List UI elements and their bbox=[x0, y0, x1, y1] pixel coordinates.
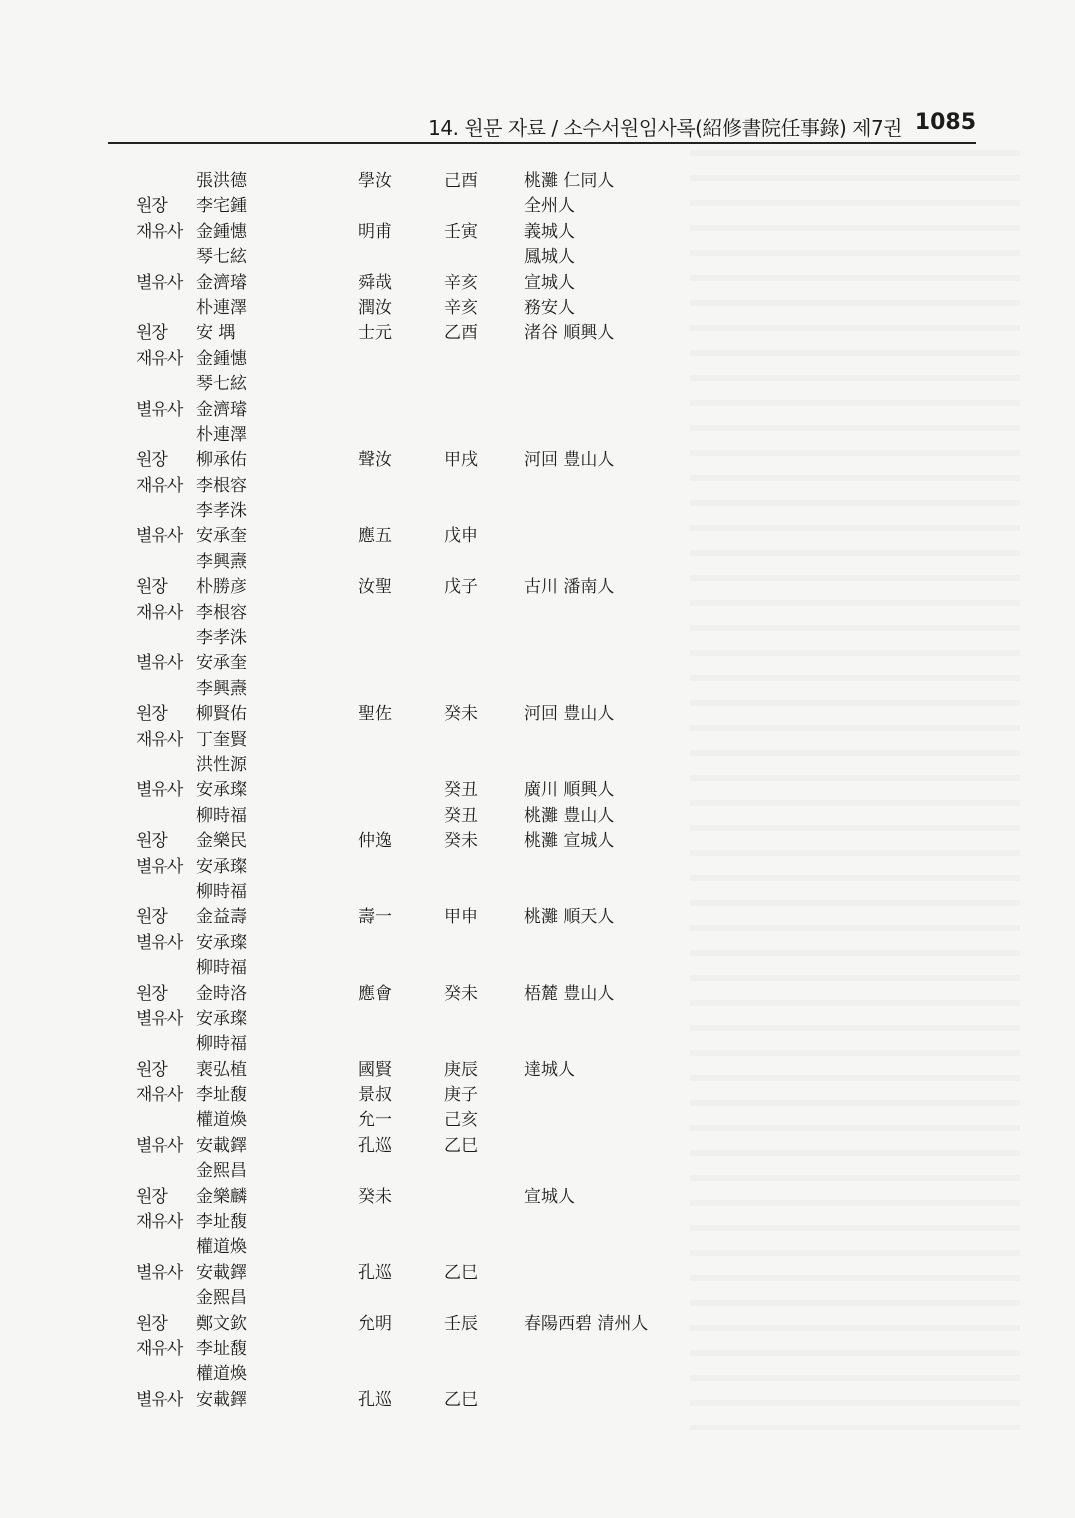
origin-clan: 鳳城人 bbox=[524, 247, 575, 268]
record-row bbox=[0, 1055, 1075, 1080]
record-row bbox=[0, 344, 1075, 369]
origin-clan: 宣城人 bbox=[524, 272, 575, 293]
person-name: 李根容 bbox=[196, 602, 247, 623]
birth-year: 己酉 bbox=[444, 171, 478, 191]
courtesy-name: 孔巡 bbox=[358, 1262, 392, 1283]
record-row bbox=[0, 979, 1075, 1004]
record-row bbox=[0, 725, 1075, 750]
person-name: 李根容 bbox=[196, 475, 247, 496]
role-label: 재유사 bbox=[136, 1212, 183, 1233]
role-label: 원장 bbox=[136, 1186, 167, 1207]
role-label: 별유사 bbox=[136, 272, 183, 293]
record-row bbox=[0, 902, 1075, 927]
running-title: 14. 원문 자료 / 소수서원임사록(紹修書院任事錄) 제7권 bbox=[428, 116, 902, 140]
role-label: 별유사 bbox=[136, 856, 183, 877]
person-name: 柳時福 bbox=[196, 805, 247, 826]
birth-year: 甲申 bbox=[444, 907, 478, 928]
person-name: 朴勝彦 bbox=[196, 577, 247, 598]
record-row bbox=[0, 268, 1075, 293]
record-row bbox=[0, 775, 1075, 800]
courtesy-name: 癸未 bbox=[358, 1186, 392, 1207]
role-label: 재유사 bbox=[136, 221, 183, 242]
person-name: 柳時福 bbox=[196, 1034, 247, 1055]
record-row bbox=[0, 572, 1075, 597]
person-name: 安承璨 bbox=[196, 780, 247, 801]
birth-year: 戊申 bbox=[444, 526, 478, 547]
birth-year: 壬辰 bbox=[444, 1313, 478, 1334]
record-row bbox=[0, 699, 1075, 724]
person-name: 李興燾 bbox=[196, 551, 247, 572]
person-name: 金益壽 bbox=[196, 907, 247, 928]
record-row bbox=[0, 191, 1075, 216]
courtesy-name: 應五 bbox=[358, 526, 392, 547]
page-number: 1085 bbox=[914, 110, 976, 135]
record-row bbox=[0, 1385, 1075, 1410]
person-name: 安 堣 bbox=[196, 323, 236, 344]
record-row bbox=[0, 1309, 1075, 1334]
person-name: 裵弘植 bbox=[196, 1059, 247, 1080]
person-name: 柳承佑 bbox=[196, 450, 247, 471]
person-name: 安承璨 bbox=[196, 856, 247, 877]
origin-clan: 桃灘 順天人 bbox=[524, 907, 615, 928]
role-label: 원장 bbox=[136, 1313, 167, 1334]
record-row bbox=[0, 623, 1075, 648]
courtesy-name: 仲逸 bbox=[358, 831, 392, 852]
record-row bbox=[0, 877, 1075, 902]
origin-clan: 宣城人 bbox=[524, 1186, 575, 1207]
page-header bbox=[108, 102, 976, 144]
birth-year: 壬寅 bbox=[444, 221, 478, 242]
birth-year: 癸丑 bbox=[444, 780, 478, 801]
courtesy-name: 潤汝 bbox=[358, 297, 392, 318]
origin-clan: 古川 潘南人 bbox=[524, 577, 615, 598]
record-row bbox=[0, 1283, 1075, 1308]
role-label: 재유사 bbox=[136, 729, 183, 750]
courtesy-name: 士元 bbox=[358, 323, 392, 344]
birth-year: 庚辰 bbox=[444, 1059, 478, 1080]
person-name: 李址馥 bbox=[196, 1085, 247, 1106]
role-label: 재유사 bbox=[136, 602, 183, 623]
record-row bbox=[0, 471, 1075, 496]
courtesy-name: 國賢 bbox=[358, 1059, 392, 1080]
person-name: 金熙昌 bbox=[196, 1161, 247, 1182]
origin-clan: 桃灘 豊山人 bbox=[524, 805, 615, 826]
record-row bbox=[0, 420, 1075, 445]
role-label: 별유사 bbox=[136, 653, 183, 674]
role-label: 원장 bbox=[136, 704, 167, 725]
courtesy-name: 允一 bbox=[358, 1110, 392, 1131]
birth-year: 戊子 bbox=[444, 577, 478, 598]
role-label: 재유사 bbox=[136, 348, 183, 369]
role-label: 재유사 bbox=[136, 1085, 183, 1106]
person-name: 李興燾 bbox=[196, 678, 247, 699]
birth-year: 癸丑 bbox=[444, 805, 478, 826]
courtesy-name: 汝聖 bbox=[358, 577, 392, 598]
person-name: 李址馥 bbox=[196, 1338, 247, 1359]
birth-year: 乙巳 bbox=[444, 1135, 478, 1156]
role-label: 별유사 bbox=[136, 932, 183, 953]
person-name: 安載鐸 bbox=[196, 1389, 247, 1410]
person-name: 李址馥 bbox=[196, 1212, 247, 1233]
origin-clan: 廣川 順興人 bbox=[524, 780, 615, 801]
role-label: 별유사 bbox=[136, 1389, 183, 1410]
record-row bbox=[0, 953, 1075, 978]
person-name: 李孝洙 bbox=[196, 501, 247, 522]
origin-clan: 河回 豊山人 bbox=[524, 450, 615, 471]
person-name: 琴七絃 bbox=[196, 247, 247, 268]
birth-year: 甲戌 bbox=[444, 450, 478, 471]
record-row bbox=[0, 445, 1075, 470]
person-name: 琴七絃 bbox=[196, 374, 247, 395]
role-label: 재유사 bbox=[136, 1338, 183, 1359]
origin-clan: 梧麓 豊山人 bbox=[524, 983, 615, 1004]
person-name: 鄭文欽 bbox=[196, 1313, 247, 1334]
record-row bbox=[0, 1004, 1075, 1029]
record-row bbox=[0, 928, 1075, 953]
record-row bbox=[0, 750, 1075, 775]
record-row bbox=[0, 801, 1075, 826]
person-name: 張洪德 bbox=[196, 171, 247, 191]
role-label: 별유사 bbox=[136, 526, 183, 547]
person-name: 安承奎 bbox=[196, 526, 247, 547]
record-row bbox=[0, 826, 1075, 851]
person-name: 朴連澤 bbox=[196, 424, 247, 445]
origin-clan: 河回 豊山人 bbox=[524, 704, 615, 725]
birth-year: 癸未 bbox=[444, 983, 478, 1004]
role-label: 별유사 bbox=[136, 1262, 183, 1283]
courtesy-name: 允明 bbox=[358, 1313, 392, 1334]
person-name: 安承奎 bbox=[196, 653, 247, 674]
person-name: 李宅鍾 bbox=[196, 196, 247, 217]
record-row bbox=[0, 242, 1075, 267]
courtesy-name: 孔巡 bbox=[358, 1135, 392, 1156]
role-label: 별유사 bbox=[136, 1135, 183, 1156]
record-row bbox=[0, 395, 1075, 420]
record-row bbox=[0, 1359, 1075, 1384]
record-row bbox=[0, 547, 1075, 572]
person-name: 權道煥 bbox=[196, 1110, 247, 1131]
person-name: 柳時福 bbox=[196, 881, 247, 902]
courtesy-name: 聲汝 bbox=[358, 450, 392, 471]
record-row bbox=[0, 1182, 1075, 1207]
record-row bbox=[0, 648, 1075, 673]
record-row bbox=[0, 1258, 1075, 1283]
person-name: 金時洛 bbox=[196, 983, 247, 1004]
record-row bbox=[0, 852, 1075, 877]
record-row bbox=[0, 369, 1075, 394]
person-name: 安載鐸 bbox=[196, 1135, 247, 1156]
person-name: 柳時福 bbox=[196, 958, 247, 979]
courtesy-name: 孔巡 bbox=[358, 1389, 392, 1410]
person-name: 安承璨 bbox=[196, 932, 247, 953]
origin-clan: 桃灘 仁同人 bbox=[524, 171, 615, 191]
origin-clan: 義城人 bbox=[524, 221, 575, 242]
role-label: 별유사 bbox=[136, 399, 183, 420]
record-row bbox=[0, 1105, 1075, 1130]
birth-year: 辛亥 bbox=[444, 297, 478, 318]
person-name: 金熙昌 bbox=[196, 1288, 247, 1309]
birth-year: 癸未 bbox=[444, 831, 478, 852]
role-label: 원장 bbox=[136, 450, 167, 471]
birth-year: 癸未 bbox=[444, 704, 478, 725]
origin-clan: 務安人 bbox=[524, 297, 575, 318]
person-name: 安載鐸 bbox=[196, 1262, 247, 1283]
origin-clan: 春陽西碧 清州人 bbox=[524, 1313, 649, 1334]
role-label: 원장 bbox=[136, 577, 167, 598]
record-row bbox=[0, 1334, 1075, 1359]
birth-year: 乙巳 bbox=[444, 1389, 478, 1410]
birth-year: 庚子 bbox=[444, 1085, 478, 1106]
record-row bbox=[0, 521, 1075, 546]
courtesy-name: 學汝 bbox=[358, 171, 392, 191]
person-name: 洪性源 bbox=[196, 754, 247, 775]
record-row bbox=[0, 674, 1075, 699]
person-name: 安承璨 bbox=[196, 1008, 247, 1029]
person-name: 金樂民 bbox=[196, 831, 247, 852]
role-label: 원장 bbox=[136, 831, 167, 852]
record-row bbox=[0, 166, 1075, 191]
birth-year: 辛亥 bbox=[444, 272, 478, 293]
role-label: 별유사 bbox=[136, 780, 183, 801]
record-row bbox=[0, 1131, 1075, 1156]
record-row bbox=[0, 1080, 1075, 1105]
record-row bbox=[0, 217, 1075, 242]
role-label: 원장 bbox=[136, 907, 167, 928]
origin-clan: 渚谷 順興人 bbox=[524, 323, 615, 344]
role-label: 재유사 bbox=[136, 475, 183, 496]
record-row bbox=[0, 496, 1075, 521]
person-name: 金鍾憓 bbox=[196, 221, 247, 242]
courtesy-name: 景叔 bbox=[358, 1085, 392, 1106]
record-row bbox=[0, 1029, 1075, 1054]
courtesy-name: 壽一 bbox=[358, 907, 392, 928]
record-list bbox=[0, 166, 1075, 1410]
courtesy-name: 明甫 bbox=[358, 221, 392, 242]
record-row bbox=[0, 1207, 1075, 1232]
person-name: 朴連澤 bbox=[196, 297, 247, 318]
role-label: 원장 bbox=[136, 323, 167, 344]
person-name: 柳賢佑 bbox=[196, 704, 247, 725]
record-row bbox=[0, 1232, 1075, 1257]
role-label: 원장 bbox=[136, 983, 167, 1004]
role-label: 원장 bbox=[136, 196, 167, 217]
person-name: 金樂麟 bbox=[196, 1186, 247, 1207]
person-name: 金濟璿 bbox=[196, 272, 247, 293]
origin-clan: 全州人 bbox=[524, 196, 575, 217]
person-name: 金濟璿 bbox=[196, 399, 247, 420]
record-row bbox=[0, 318, 1075, 343]
birth-year: 乙巳 bbox=[444, 1262, 478, 1283]
birth-year: 乙酉 bbox=[444, 323, 478, 344]
person-name: 權道煥 bbox=[196, 1364, 247, 1385]
person-name: 權道煥 bbox=[196, 1237, 247, 1258]
origin-clan: 達城人 bbox=[524, 1059, 575, 1080]
person-name: 李孝洙 bbox=[196, 628, 247, 649]
record-row bbox=[0, 1156, 1075, 1181]
courtesy-name: 應會 bbox=[358, 983, 392, 1004]
courtesy-name: 舜哉 bbox=[358, 272, 392, 293]
origin-clan: 桃灘 宣城人 bbox=[524, 831, 615, 852]
record-row bbox=[0, 293, 1075, 318]
record-row bbox=[0, 598, 1075, 623]
courtesy-name: 聖佐 bbox=[358, 704, 392, 725]
role-label: 별유사 bbox=[136, 1008, 183, 1029]
role-label: 원장 bbox=[136, 1059, 167, 1080]
person-name: 丁奎賢 bbox=[196, 729, 247, 750]
birth-year: 己亥 bbox=[444, 1110, 478, 1131]
person-name: 金鍾憓 bbox=[196, 348, 247, 369]
